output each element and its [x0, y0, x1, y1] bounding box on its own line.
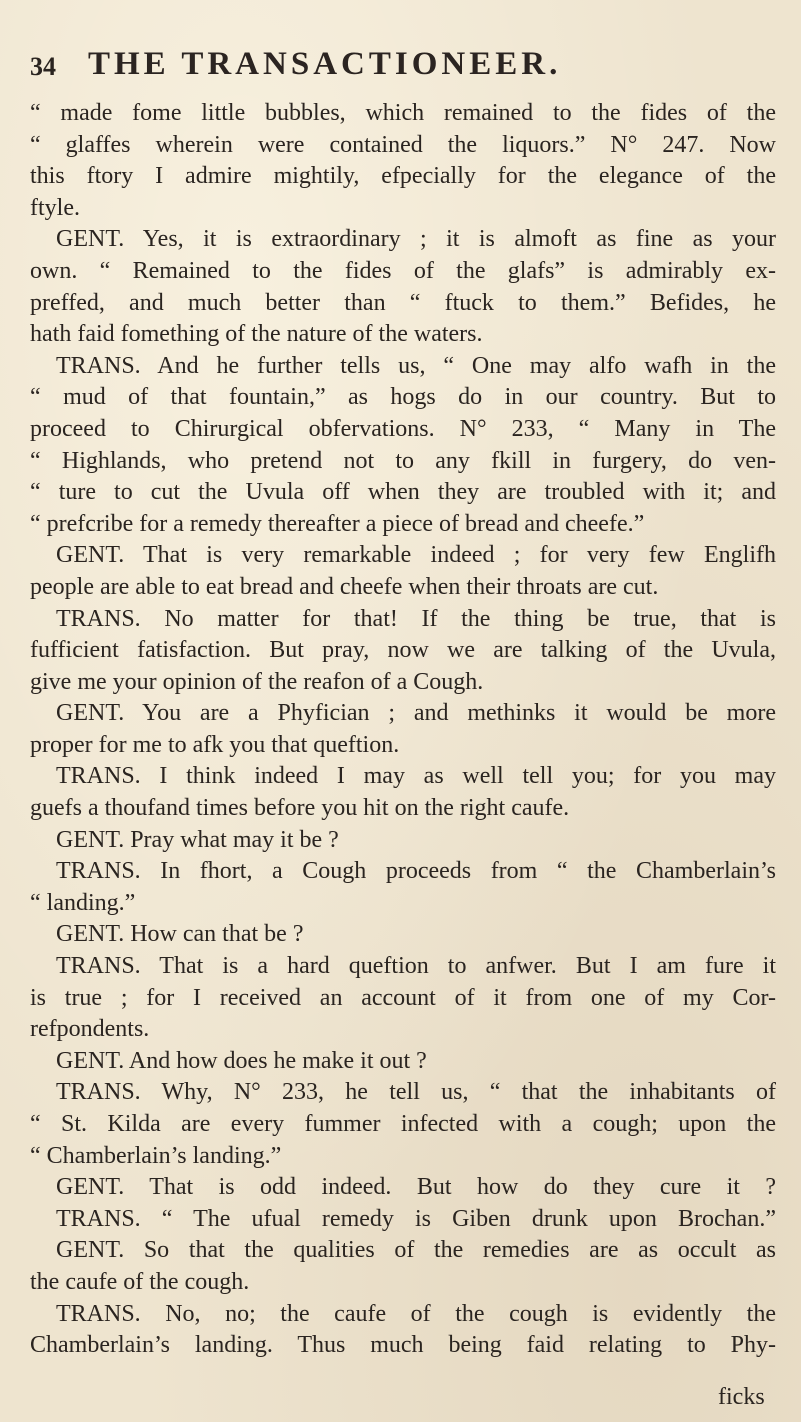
text-line: GENT. You are a Phyfician ; and methinks it would be more — [56, 700, 776, 727]
text-line: GENT. And how does he make it out ? — [56, 1047, 427, 1074]
text-line: TRANS. No matter for that! If the thing be true, that is — [56, 605, 776, 632]
text-line: fufficient fatisfaction. But pray, now we are talking of the Uvula, — [30, 637, 776, 664]
text-line: TRANS. I think indeed I may as well tell you; for you may — [56, 763, 776, 790]
text-line: “ St. Kilda are every fummer infected with a cough; upon the — [30, 1111, 776, 1137]
text-line: “ mud of that fountain,” as hogs do in our country. But to — [30, 384, 776, 411]
text-line: “ Chamberlain’s landing.” — [30, 1142, 282, 1169]
text-line: “ ture to cut the Uvula off when they are troubled with it; and — [30, 479, 776, 506]
page-number: 34 — [30, 52, 56, 81]
text-line: this ftory I admire mightily, efpecially for the elegance of the — [30, 163, 776, 190]
text-line: the caufe of the cough. — [30, 1268, 250, 1295]
text-line: TRANS. “ The ufual remedy is Giben drunk upon Brochan.” — [56, 1205, 776, 1232]
text-line: “ landing.” — [30, 889, 136, 916]
text-line: ftyle. — [30, 194, 80, 221]
text-line: TRANS. And he further tells us, “ One may alfo wafh in the — [56, 352, 776, 379]
text-line: TRANS. That is a hard queftion to anfwer. But I am fure it — [56, 953, 776, 980]
text-line: is true ; for I received an account of it from one of my Cor- — [30, 984, 776, 1011]
text-line: “ made fome little bubbles, which remained to the fides of the — [30, 100, 776, 126]
text-line: proceed to Chirurgical obfervations. N° 233, “ Many in The — [30, 415, 776, 442]
text-line: GENT. Yes, it is extraordinary ; it is almoft as fine as your — [56, 226, 776, 253]
text-line: GENT. That is odd indeed. But how do they cure it ? — [56, 1174, 776, 1201]
text-line: GENT. That is very remarkable indeed ; for very few Englifh — [56, 542, 776, 569]
text-line: GENT. Pray what may it be ? — [56, 826, 339, 853]
text-line: hath faid fomething of the nature of the waters. — [30, 321, 483, 348]
text-line: GENT. How can that be ? — [56, 921, 304, 948]
text-line: own. “ Remained to the fides of the glafs” is admirably ex- — [30, 257, 776, 284]
running-head: THE TRANSACTIONEER. — [88, 46, 562, 82]
body-text — [30, 98, 776, 1362]
text-line: proper for me to afk you that queftion. — [30, 731, 400, 758]
text-line: Chamberlain’s landing. Thus much being faid relating to Phy- — [30, 1332, 776, 1359]
text-line: TRANS. No, no; the caufe of the cough is evidently the — [56, 1300, 776, 1327]
text-line: “ glaffes wherein were contained the liquors.” N° 247. Now — [30, 131, 776, 158]
text-line: people are able to eat bread and cheefe when their throats are cut. — [30, 573, 659, 600]
text-line: “ Highlands, who pretend not to any fkill in furgery, do ven- — [30, 447, 776, 474]
text-line: “ prefcribe for a remedy thereafter a piece of bread and cheefe.” — [30, 510, 645, 537]
text-line: TRANS. Why, N° 233, he tell us, “ that the inhabitants of — [56, 1079, 776, 1106]
text-line: TRANS. In fhort, a Cough proceeds from “ the Chamberlain’s — [56, 858, 776, 885]
text-line: preffed, and much better than “ ftuck to them.” Befides, he — [30, 289, 776, 316]
text-line: guefs a thoufand times before you hit on the right caufe. — [30, 795, 570, 822]
text-line: give me your opinion of the reafon of a Cough. — [30, 668, 484, 695]
text-line: GENT. So that the qualities of the remedies are as occult as — [56, 1237, 776, 1264]
catchword: ficks — [718, 1384, 765, 1410]
text-line: refpondents. — [30, 1016, 150, 1043]
